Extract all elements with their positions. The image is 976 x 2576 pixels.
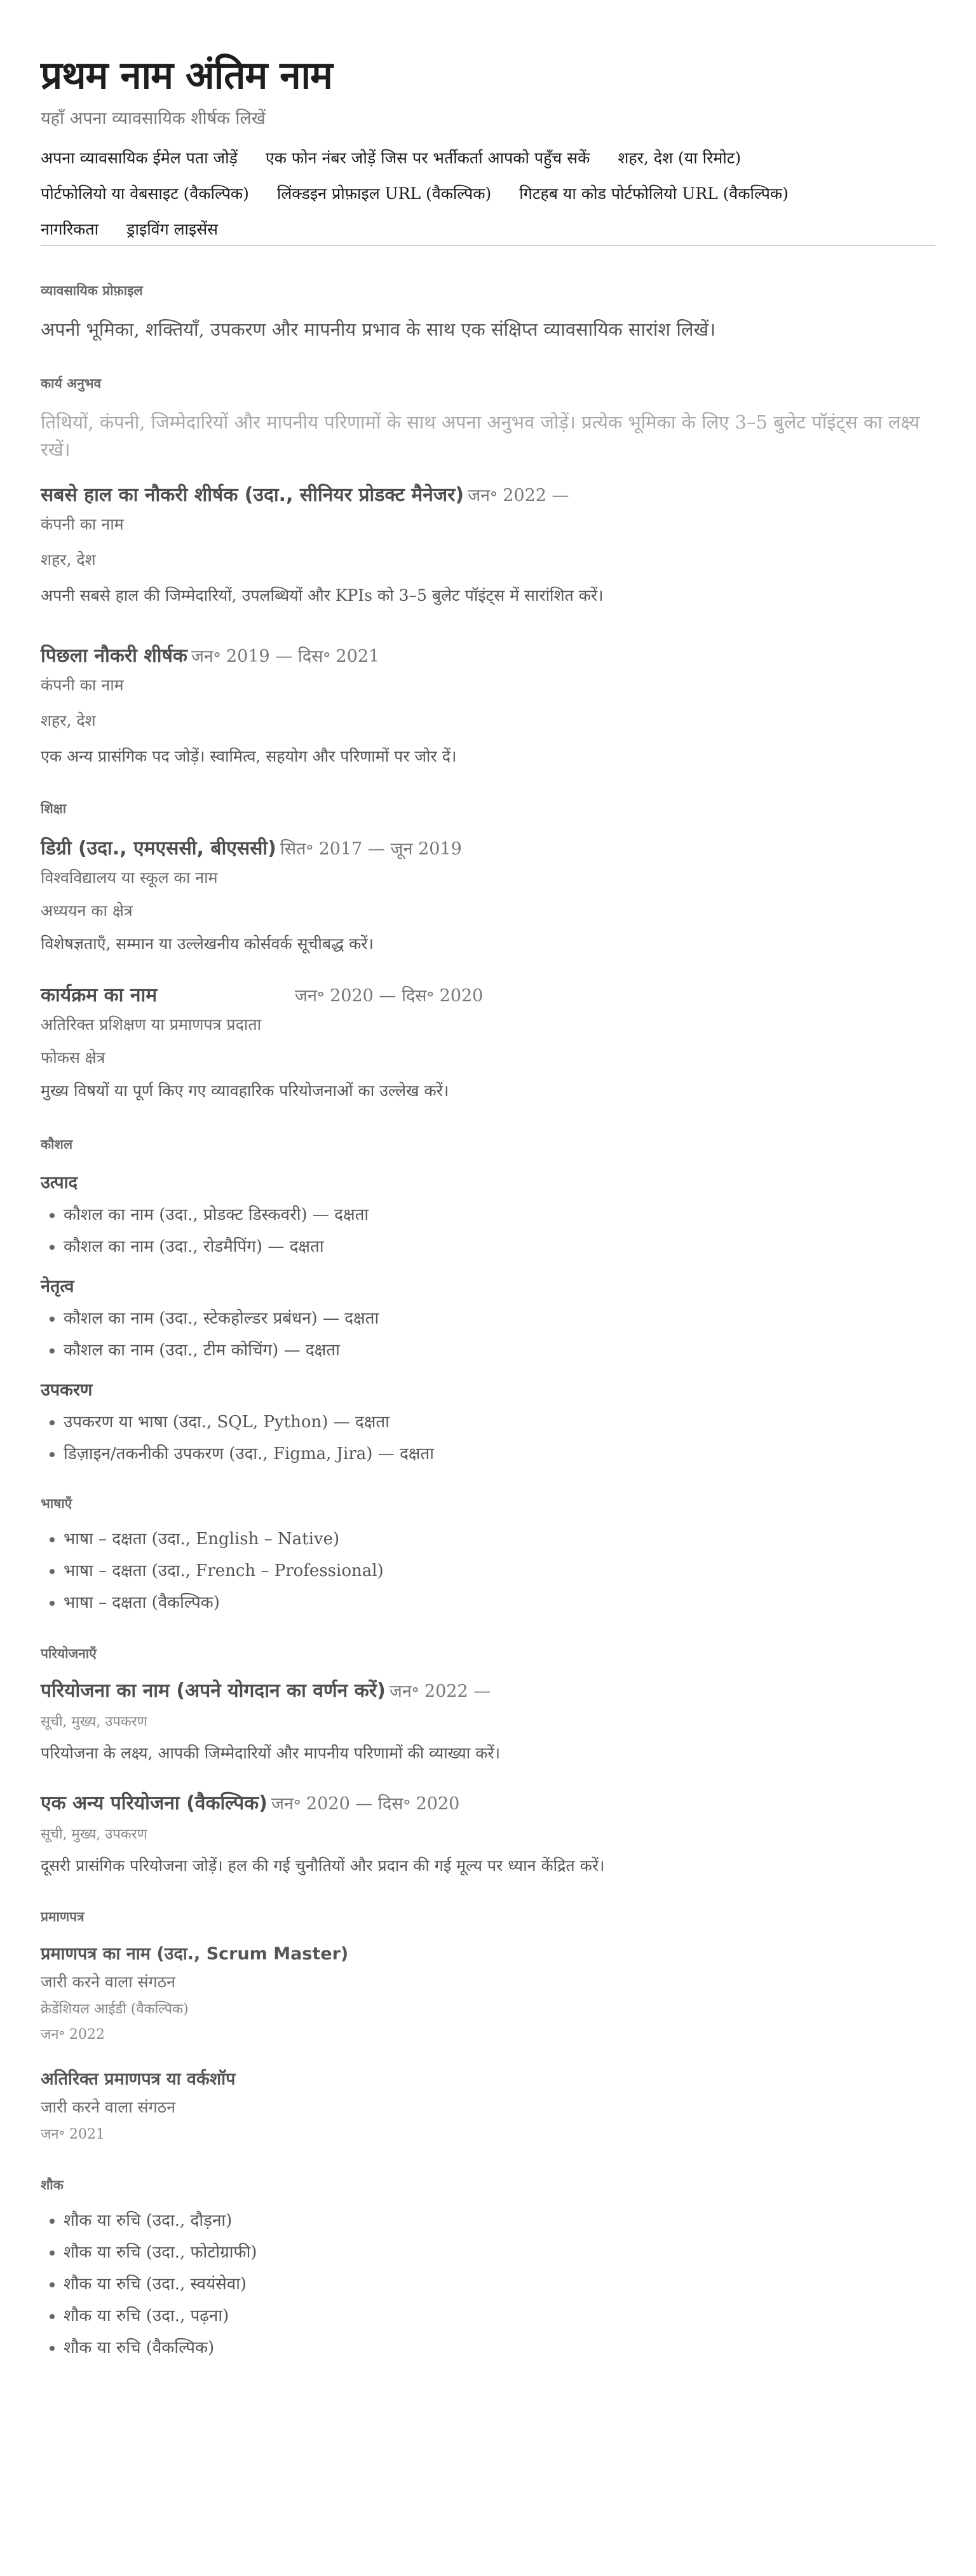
- section-title: भाषाएँ: [41, 1495, 72, 1511]
- contact-row: [41, 182, 935, 204]
- github-contact: गिटहब या कोड पोर्टफोलियो URL (वैकल्पिक): [519, 184, 789, 203]
- linkedin-contact: लिंक्डइन प्रोफ़ाइल URL (वैकल्पिक): [276, 184, 492, 203]
- credential-id: क्रेडेंशियल आईडी (वैकल्पिक): [41, 2001, 189, 2017]
- field-of-study: अध्ययन का क्षेत्र: [41, 901, 133, 920]
- institution-name: अतिरिक्त प्रशिक्षण या प्रमाणपत्र प्रदाता: [41, 1015, 262, 1034]
- job-title: पिछला नौकरी शीर्षक: [41, 644, 187, 667]
- project-tags: सूची, मुख्य, उपकरण: [41, 1826, 147, 1842]
- email-contact: अपना व्यावसायिक ईमेल पता जोड़ें: [41, 149, 238, 167]
- driving-license-contact: ड्राइविंग लाइसेंस: [126, 220, 219, 238]
- skill-item: • कौशल का नाम (उदा., टीम कोचिंग) — दक्षता: [64, 1338, 935, 1360]
- hobby-list: [41, 2208, 935, 2358]
- section-title: व्यावसायिक प्रोफ़ाइल: [41, 283, 143, 298]
- language-item: • भाषा – दक्षता (उदा., English – Native): [64, 1526, 935, 1549]
- language-item: • भाषा – दक्षता (वैकल्पिक): [64, 1590, 935, 1613]
- candidate-name: प्रथम नाम अंतिम नाम: [41, 53, 332, 98]
- hobby-item: • शौक या रुचि (वैकल्पिक): [64, 2335, 935, 2358]
- hobby-item: • शौक या रुचि (उदा., फोटोग्राफी): [64, 2240, 935, 2263]
- certificate-name: प्रमाणपत्र का नाम (उदा., Scrum Master): [41, 1943, 349, 1964]
- education-entry: [41, 834, 935, 954]
- skills-section: [41, 1135, 935, 1464]
- education-description: विशेषज्ञताएँ, सम्मान या उल्लेखनीय कोर्सवर्क सूचीबद्ध करें।: [41, 934, 374, 953]
- section-title: प्रमाणपत्र: [41, 1908, 85, 1924]
- degree-title: कार्यक्रम का नाम: [41, 983, 158, 1006]
- certificates-section: [41, 1908, 935, 2143]
- certificate-date: जन॰ 2022: [41, 2026, 105, 2043]
- project-tags: सूची, मुख्य, उपकरण: [41, 1713, 147, 1730]
- language-item: • भाषा – दक्षता (उदा., French – Professional): [64, 1558, 935, 1581]
- contact-info: [41, 147, 935, 246]
- projects-section: [41, 1645, 935, 1876]
- job-dates: जन॰ 2019 — दिस॰ 2021: [191, 646, 380, 666]
- profile-summary: अपनी भूमिका, शक्तियाँ, उपकरण और मापनीय प्रभाव के साथ एक संक्षिप्त व्यावसायिक सारांश लिखें।: [41, 319, 716, 340]
- job-title: सबसे हाल का नौकरी शीर्षक (उदा., सीनियर प्रोडक्ट मैनेजर): [41, 483, 464, 506]
- education-dates: सित॰ 2017 — जून 2019: [280, 839, 462, 859]
- hobby-item: • शौक या रुचि (उदा., स्वयंसेवा): [64, 2271, 935, 2294]
- education-section: [41, 800, 935, 1101]
- job-dates: जन॰ 2022 —: [468, 485, 569, 505]
- job-entry: [41, 481, 935, 606]
- education-dates: जन॰ 2020 — दिस॰ 2020: [295, 985, 484, 1006]
- certificate-entry: [41, 1941, 935, 2043]
- section-title: शिक्षा: [41, 800, 67, 816]
- certificate-entry: [41, 2066, 935, 2143]
- certificate-date: जन॰ 2021: [41, 2126, 105, 2142]
- certificate-issuer: जारी करने वाला संगठन: [41, 1972, 176, 1991]
- project-entry: [41, 1789, 935, 1876]
- portfolio-contact: पोर्टफोलियो या वेबसाइट (वैकल्पिक): [41, 184, 249, 203]
- hobbies-section: [41, 2176, 935, 2358]
- phone-contact: एक फोन नंबर जोड़ें जिस पर भर्तीकर्ता आपको पहुँच सकें: [265, 149, 590, 167]
- project-dates: जन॰ 2022 —: [389, 1681, 491, 1701]
- project-dates: जन॰ 2020 — दिस॰ 2020: [271, 1793, 460, 1814]
- hobby-item: • शौक या रुचि (उदा., दौड़ना): [64, 2208, 935, 2231]
- education-entry: [41, 981, 935, 1101]
- project-description: परियोजना के लक्ष्य, आपकी जिम्मेदारियों और मापनीय परिणामों की व्याख्या करें।: [41, 1743, 501, 1762]
- profile-section: [41, 282, 935, 344]
- certificate-name: अतिरिक्त प्रमाणपत्र या वर्कशॉप: [41, 2069, 236, 2089]
- job-description: एक अन्य प्रासंगिक पद जोड़ें। स्वामित्व, सहयोग और परिणामों पर जोर दें।: [41, 746, 457, 765]
- job-description: अपनी सबसे हाल की जिम्मेदारियों, उपलब्धियों और KPIs को 3–5 बुलेट पॉइंट्स में सारांशित करें।: [41, 586, 604, 605]
- experience-section: [41, 374, 935, 767]
- skill-item: • डिज़ाइन/तकनीकी उपकरण (उदा., Figma, Jira) — दक्षता: [64, 1441, 935, 1464]
- skill-group-title: उत्पाद: [41, 1172, 78, 1193]
- job-entry: [41, 641, 935, 767]
- field-of-study: फोकस क्षेत्र: [41, 1048, 105, 1067]
- education-description: मुख्य विषयों या पूर्ण किए गए व्यावहारिक परियोजनाओं का उल्लेख करें।: [41, 1081, 449, 1100]
- section-title: कार्य अनुभव: [41, 375, 102, 391]
- skill-group-title: नेतृत्व: [41, 1276, 74, 1296]
- company-name: कंपनी का नाम: [41, 514, 124, 533]
- skill-list: [41, 1306, 935, 1360]
- section-title: शौक: [41, 2177, 64, 2193]
- project-title: एक अन्य परियोजना (वैकल्पिक): [41, 1792, 268, 1814]
- skill-list: [41, 1202, 935, 1257]
- language-list: [41, 1526, 935, 1613]
- company-name: कंपनी का नाम: [41, 675, 124, 694]
- skill-item: • कौशल का नाम (उदा., रोडमैपिंग) — दक्षता: [64, 1234, 935, 1257]
- professional-headline: यहाँ अपना व्यावसायिक शीर्षक लिखें: [41, 109, 266, 128]
- languages-section: [41, 1495, 935, 1613]
- project-title: परियोजना का नाम (अपने योगदान का वर्णन करें): [41, 1679, 386, 1702]
- project-entry: [41, 1676, 935, 1764]
- certificate-issuer: जारी करने वाला संगठन: [41, 2097, 176, 2116]
- job-location: शहर, देश: [41, 711, 96, 730]
- hobby-item: • शौक या रुचि (उदा., पढ़ना): [64, 2303, 935, 2326]
- institution-name: विश्वविद्यालय या स्कूल का नाम: [41, 868, 218, 887]
- section-title: परियोजनाएँ: [41, 1645, 97, 1661]
- location-contact: शहर, देश (या रिमोट): [618, 149, 742, 167]
- project-description: दूसरी प्रासंगिक परियोजना जोड़ें। हल की गई चुनौतियों और प्रदान की गई मूल्य पर ध्यान केंद्रित करें।: [41, 1856, 605, 1875]
- skill-item: • उपकरण या भाषा (उदा., SQL, Python) — दक्षता: [64, 1409, 935, 1432]
- contact-row: [41, 147, 935, 168]
- skill-item: • कौशल का नाम (उदा., प्रोडक्ट डिस्कवरी) — दक्षता: [64, 1202, 935, 1225]
- section-title: कौशल: [41, 1136, 73, 1152]
- skill-group-title: उपकरण: [41, 1380, 93, 1400]
- contact-row: [41, 218, 935, 240]
- job-location: शहर, देश: [41, 550, 96, 569]
- skill-list: [41, 1409, 935, 1464]
- skill-item: • कौशल का नाम (उदा., स्टेकहोल्डर प्रबंधन) — दक्षता: [64, 1306, 935, 1329]
- experience-placeholder: तिथियों, कंपनी, जिम्मेदारियों और मापनीय परिणामों के साथ अपना अनुभव जोड़ें। प्रत्येक भूमिका के लिए 3–5 बुलेट पॉइंट्स का लक्ष्य रखें।: [41, 411, 920, 460]
- citizenship-contact: नागरिकता: [41, 220, 99, 238]
- degree-title: डिग्री (उदा., एमएससी, बीएससी): [41, 837, 276, 860]
